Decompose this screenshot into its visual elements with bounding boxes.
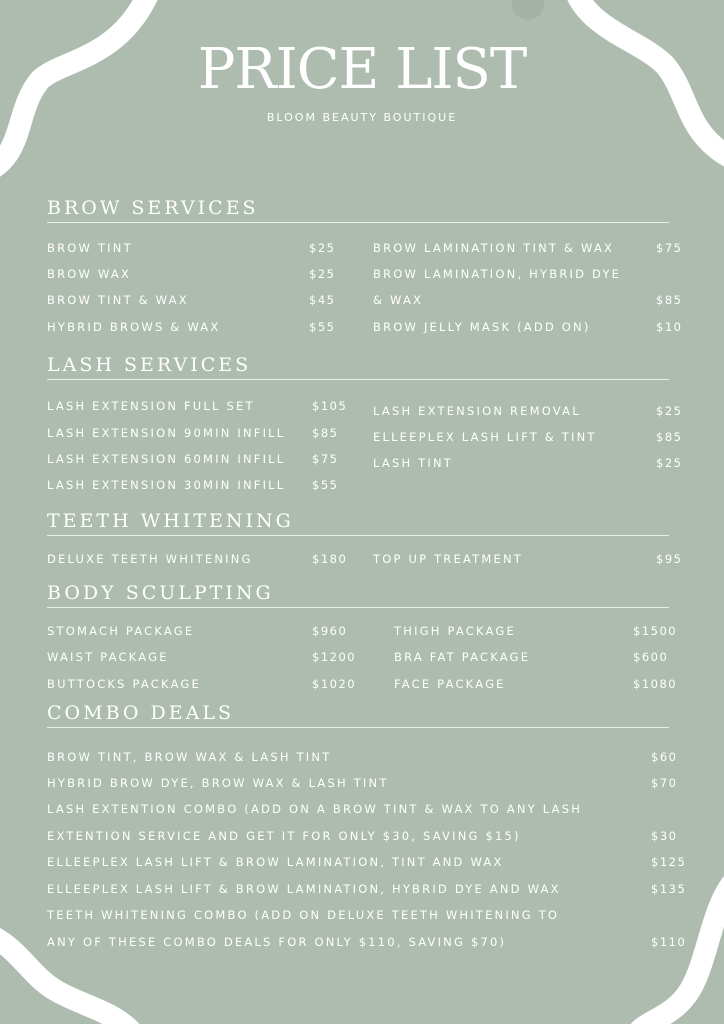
combo-line: EXTENTION SERVICE AND GET IT FOR ONLY $30, SAVING $15) [47,829,521,843]
section-title: COMBO DEALS [47,701,669,728]
teeth-item-name: DELUXE TEETH WHITENING [47,552,253,566]
body-item-price: $1200 [312,650,357,664]
brow-services-header [47,196,669,223]
brow-item-price: $25 [309,267,336,281]
lash-item-name: ELLEEPLEX LASH LIFT & TINT [373,430,597,444]
combo-price: $110 [651,935,687,949]
brow-item-name: BROW TINT [47,241,133,255]
combo-deals-header [47,701,669,728]
brow-item-price: $10 [656,320,683,334]
teeth-item-price: $180 [312,552,348,566]
combo-price: $30 [651,829,678,843]
brow-item-price: $85 [656,293,683,307]
lash-item-name: LASH EXTENSION 60MIN INFILL [47,452,286,466]
combo-line: ELLEEPLEX LASH LIFT & BROW LAMINATION, TINT AND WAX [47,855,504,869]
lash-services-header [47,353,669,380]
teeth-item-name: TOP UP TREATMENT [373,552,523,566]
brow-item-name: BROW WAX [47,267,132,281]
body-item-price: $1020 [312,677,357,691]
lash-item-price: $75 [312,452,339,466]
lash-item-name: LASH EXTENSION 90MIN INFILL [47,426,286,440]
combo-line: LASH EXTENTION COMBO (ADD ON A BROW TINT & WAX TO ANY LASH [47,802,583,816]
page-title: PRICE LIST [197,37,527,102]
brow-item-name: HYBRID BROWS & WAX [47,320,221,334]
body-sculpting-header [47,581,669,608]
teeth-item-price: $95 [656,552,683,566]
section-title: BROW SERVICES [47,196,669,223]
body-item-name: BUTTOCKS PACKAGE [47,677,202,691]
brow-item-price: $75 [656,241,683,255]
lash-item-name: LASH TINT [373,456,453,470]
brow-item-name: BROW LAMINATION TINT & WAX [373,241,615,255]
teeth-whitening-header [47,509,669,536]
brow-item-price: $25 [309,241,336,255]
lash-item-name: LASH EXTENSION REMOVAL [373,404,581,418]
combo-line: ELLEEPLEX LASH LIFT & BROW LAMINATION, HYBRID DYE AND WAX [47,882,561,896]
combo-line: ANY OF THESE COMBO DEALS FOR ONLY $110, SAVING $70) [47,935,507,949]
combo-price: $125 [651,855,687,869]
body-item-name: BRA FAT PACKAGE [394,650,531,664]
combo-line: HYBRID BROW DYE, BROW WAX & LASH TINT [47,776,389,790]
page-subtitle: BLOOM BEAUTY BOUTIQUE [266,111,458,124]
lash-item-price: $85 [656,430,683,444]
body-item-name: WAIST PACKAGE [47,650,169,664]
section-title: LASH SERVICES [47,353,669,380]
bottom-right-swirl [640,880,724,1024]
body-item-price: $600 [633,650,669,664]
lash-item-price: $25 [656,404,683,418]
brow-item-price: $45 [309,293,336,307]
lash-item-name: LASH EXTENSION FULL SET [47,399,255,413]
combo-price: $60 [651,750,678,764]
lash-item-price: $85 [312,426,339,440]
section-title: TEETH WHITENING [47,509,669,536]
body-item-name: FACE PACKAGE [394,677,506,691]
body-item-name: THIGH PACKAGE [394,624,516,638]
combo-line: BROW TINT, BROW WAX & LASH TINT [47,750,332,764]
body-item-price: $1080 [633,677,678,691]
body-item-price: $960 [312,624,348,638]
brow-item-price: $55 [309,320,336,334]
combo-price: $135 [651,882,687,896]
body-item-price: $1500 [633,624,678,638]
brow-item-name: BROW TINT & WAX [47,293,189,307]
lash-item-price: $105 [312,399,348,413]
body-item-name: STOMACH PACKAGE [47,624,195,638]
combo-price: $70 [651,776,678,790]
brow-item-name-continued: & WAX [373,293,424,307]
lash-item-price: $25 [656,456,683,470]
combo-line: TEETH WHITENING COMBO (ADD ON DELUXE TEETH WHITENING TO [47,908,560,922]
section-title: BODY SCULPTING [47,581,669,608]
brow-item-name: BROW LAMINATION, HYBRID DYE [373,267,622,281]
lash-item-price: $55 [312,478,339,492]
brow-item-name: BROW JELLY MASK (ADD ON) [373,320,591,334]
lash-item-name: LASH EXTENSION 30MIN INFILL [47,478,286,492]
